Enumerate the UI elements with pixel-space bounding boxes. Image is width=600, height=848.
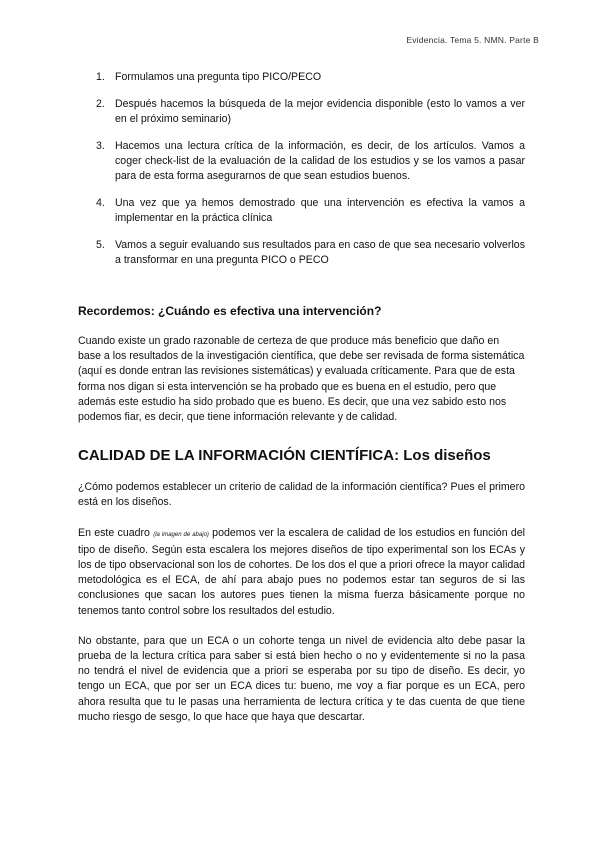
running-header: Evidencia. Tema 5. NMN. Parte B — [406, 35, 539, 45]
list-number: 5. — [96, 239, 105, 251]
list-item — [78, 139, 525, 184]
paragraph-cuadro-start: En este cuadro — [78, 526, 154, 539]
paragraph-no-obstante: No obstante, para que un ECA o un cohorte tenga un nivel de evidencia alto debe pasar la prueba de la lectura crítica para saber si está bien hecho o no y evidentemente si no la pasa no tendrá el nivel de evidencia que a priori se esperaba por su tipo de diseño. Es decir, yo tengo un ECA, que por ser un ECA dices tu: bueno, me voy a fiar porque es un ECA, pero ahora resulta que tu le pasas una herramienta de lectura crítica y te das cuenta de que tiene mucho riesgo de sesgo, lo que hace que haya que descartar. — [78, 634, 525, 723]
image-reference-note: (la imagen de abajo) — [153, 531, 209, 538]
steps-list — [78, 70, 525, 268]
paragraph-efectiva: Cuando existe un grado razonable de certeza de que produce más beneficio que daño en base a los resultados de la investigación científica, que debe ser revisada de forma sistemática (aquí es donde entran las revisiones sistemáticas) y evaluada críticamente. Para que de esta forma nos digan si esta intervención se ha probado que es buena en el estudio, pero que además este estudio ha sido probado que es bueno. Es decir, que una vez sabido esto nos podemos fiar, es decir, que tiene información relevante y de calidad. — [78, 335, 525, 424]
list-text: Hacemos una lectura crítica de la información, es decir, de los artículos. Vamos a coger check-list de la evaluación de la calidad de los estudios y se los vamos a pasar para de esta forma asegurarnos de que sean estudios buenos. — [115, 140, 525, 182]
list-number: 3. — [96, 140, 105, 152]
list-item — [78, 97, 525, 127]
list-item — [78, 196, 525, 226]
list-number: 4. — [96, 197, 105, 209]
list-item — [78, 238, 525, 268]
list-text: Después hacemos la búsqueda de la mejor evidencia disponible (esto lo vamos a ver en el próximo seminario) — [115, 98, 525, 125]
list-text: Formulamos una pregunta tipo PICO/PECO — [115, 71, 322, 83]
paragraph-cuadro-rest: podemos ver la escalera de calidad de los estudios en función del tipo de diseño. Según esta escalera los mejores diseños de tipo experimental son los ECAs y los de tipo observacional son los de cohortes. De los dos el que a priori ofrece la mayor calidad metodológica es el ECA, de ahí para abajo pues no podemos estar tan seguros de si las conclusiones que sacan los autores pues tienen la misma fuerza básicamente porque no tenemos tanto control sobre los resultados del estudio. — [78, 526, 526, 617]
list-number: 1. — [96, 71, 105, 83]
section-heading-efectiva: Recordemos: ¿Cuándo es efectiva una intervención? — [78, 304, 382, 318]
list-text: Una vez que ya hemos demostrado que una intervención es efectiva la vamos a implementar en la práctica clínica — [115, 197, 525, 224]
list-number: 2. — [96, 98, 105, 110]
section-heading-calidad: CALIDAD DE LA INFORMACIÓN CIENTÍFICA: Los diseños — [78, 447, 491, 465]
paragraph-criterio: ¿Cómo podemos establecer un criterio de calidad de la información científica? Pues el primero está en los diseños. — [78, 481, 525, 509]
paragraph-cuadro — [78, 526, 525, 619]
document-body — [78, 70, 525, 725]
list-text: Vamos a seguir evaluando sus resultados para en caso de que sea necesario volverlos a transformar en una pregunta PICO o PECO — [115, 239, 525, 266]
list-item — [78, 70, 525, 85]
